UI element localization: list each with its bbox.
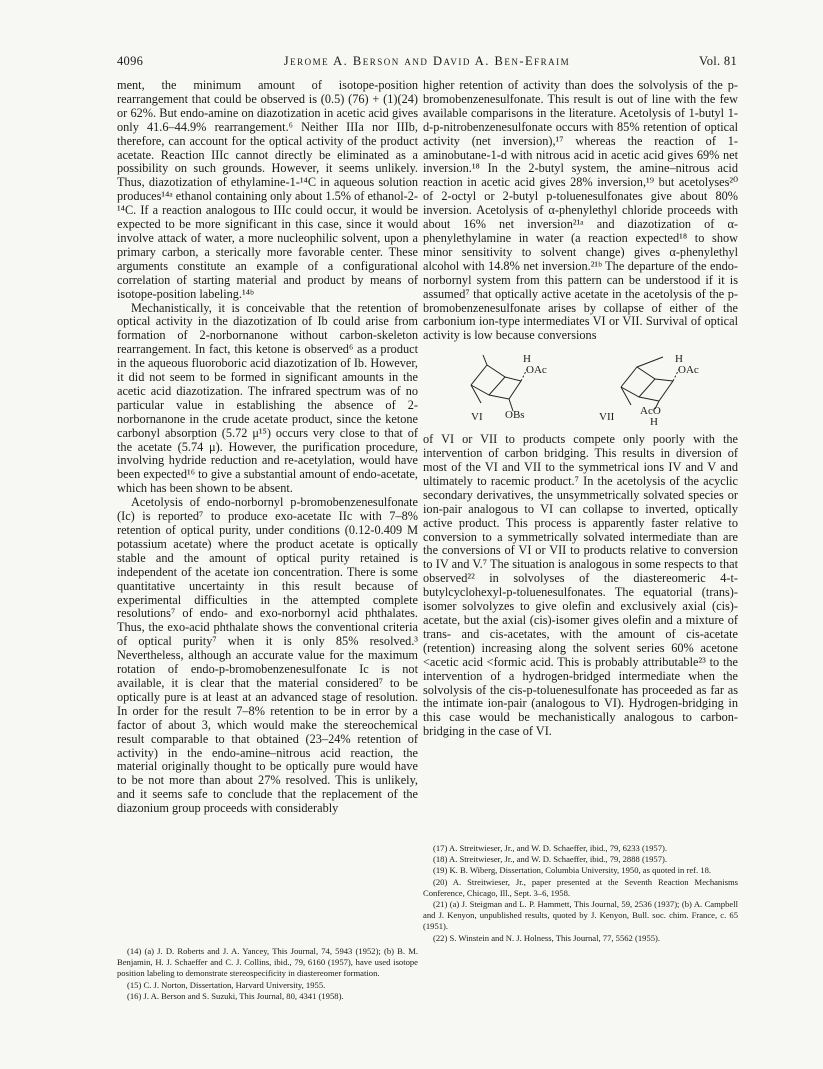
running-header (117, 54, 737, 70)
left-paragraph-1: ment, the minimum amount of isotope-position rearrangement that could be observed is (0.5) (76) + (1)(24) or 62%. But endo-amine on diazotization in acetic acid gives only 41.6–44.9% rearrangement.⁶ Neither IIIa nor IIIb, therefore, can account for the optical activity of the product acetate. Reaction IIIc cannot directly be eliminated as a possibility on such grounds. However, it seems unlikely. Thus, diazotization of ethylamine-1-¹⁴C in aqueous solution produces¹⁴ᵃ ethanol containing only about 1.5% of ethanol-2-¹⁴C. If a reaction analogous to IIIc could occur, it would be expected to be more significant in this case, since it would involve attack of water, a more nucleophilic solvent, upon a primary carbon, a sterically more favorable center. These arguments constitute an example of a configurational correlation of starting material and product by means of isotope-position labeling.¹⁴ᵇ (117, 78, 418, 301)
footnote: (14) (a) J. D. Roberts and J. A. Yancey, This Journal, 74, 5943 (1952); (b) B. M. Benjamin, H. J. Schaeffer and C. J. Collins, ibid., 79, 6160 (1957), have used isotope position labeling to demonstrate stereospecificity in diastereomer formation. (117, 946, 418, 979)
right-paragraph-2: of VI or VII to products compete only poorly with the intervention of carbon bridging. This results in diversion of most of the VI and VII to the symmetrical ions IV and V and ultimately to racemic product.⁷ In the acetolysis of the acyclic secondary derivatives, the unsymmetrically solvated species or ion-pair analogous to VI can collapse to inverted, optically active product. This process is apparently faster relative to conversion to a symmetrically solvated intermediate than are the conversions of VI or VII to products relative to conversion to IV and V.⁷ The situation is analogous in some respects to that observed²² in solvolyses of the diastereomeric 4-t-butylcyclohexyl-p-toluenesulfonates. The equatorial (trans)-isomer solvolyzes to give olefin and exclusively axial (cis)-acetate, but the axial (cis)-isomer gives olefin and a mixture of trans- and cis-acetates, with the amount of cis-acetate (retention) increasing along the solvent series 60% acetone <acetic acid <formic acid. This is probably attributable²³ to the intervention of a hydrogen-bridged intermediate when the solvolysis of the cis-p-toluenesulfonate has proceeded as far as the intimate ion-pair (analogous to VI). Hydrogen-bridging in this case would be mechanistically analogous to carbon-bridging in the case of VI. (423, 432, 738, 739)
footnote: (22) S. Winstein and N. J. Holness, This Journal, 77, 5562 (1955). (433, 932, 661, 943)
footnote: (21) (a) J. Steigman and L. P. Hammett, This Journal, 59, 2536 (1937); (b) A. Campbell and J. Kenyon, unpublished results, quoted by J. Kenyon, Bull. soc. chim. France, c. 65 (1951). (423, 899, 738, 932)
footnote: (17) A. Streitwieser, Jr., and W. D. Schaeffer, ibid., 79, 6233 (1957). (433, 843, 668, 853)
volume-label: Vol. 81 (699, 54, 737, 68)
footnote: (18) A. Streitwieser, Jr., and W. D. Schaeffer, ibid., 79, 2888 (1957). (433, 854, 668, 865)
vii-label: VII (599, 411, 615, 424)
vi-obs-label: OBs (505, 409, 525, 422)
right-paragraph-1: higher retention of activity than does the solvolysis of the p-bromobenzenesulfonate. This result is out of line with the few available comparisons in the literature. Acetolysis of 1-butyl 1-d-p-nitrobenzenesulfonate occurs with 85% retention of optical activity (net inversion),¹⁷ whereas the reaction of 1-aminobutane-1-d with nitrous acid in acetic acid gives 69% net inversion.¹⁸ In the 2-butyl system, the amine–nitrous acid reaction in acetic acid gives 28% inversion,¹⁹ but acetolyses²⁰ of 2-octyl or 2-butyl p-toluenesulfonates give about 80% inversion. Acetolysis of α-phenylethyl chloride proceeds with about 16% net inversion²¹ᵃ and diazotization of α-phenylethylamine in water (a reaction expected¹⁸ to show minor sensitivity to solvent change) gives α-phenylethyl alcohol with 14.8% net inversion.²¹ᵇ The departure of the endo-norbornyl system from this pattern can be understood if it is assumed⁷ that optically active acetate in the acetolysis of the p-bromobenzenesulfonate arises by collapse of either of the carbonium ion-type intermediates VI or VII. Survival of optical activity is low because conversions (423, 78, 738, 343)
vii-aco-label: AcO (640, 405, 661, 418)
vii-h-top-label: H (675, 353, 683, 366)
left-paragraph-3: Acetolysis of endo-norbornyl p-bromobenzenesulfonate (Ic) is reported⁷ to produce exo-acetate IIc with 7–8% retention of optical purity, under conditions (0.12-0.409 M potassium acetate) where the product acetate is optically stable and the amount of optical purity retained is independent of the acetate ion concentration. There is some quantitative uncertainty in this result because of experimental difficulties in the attempted complete resolutions⁷ of endo- and exo-norbornyl acid phthalates. Thus, the exo-acid phthalate shows the conventional criteria of optical purity⁷ when it is only 85% resolved.³ Nevertheless, although an accurate value for the maximum rotation of endo-p-bromobenzenesulfonate Ic is not available, it is clear that the material considered⁷ to be optically pure is at least at an advanced stage of resolution. In order for the result 7–8% retention to be in error by a factor of about 3, which would make the stereochemical result comparable to that obtained (23–24% retention of activity) in the endo-amine–nitrous acid reaction, the material originally thought to be optically pure would have to be not more than about 27% resolved. This is unlikely, and it seems safe to conclude that the replacement of the diazonium group proceeds with considerably (117, 495, 418, 816)
footnotes-right (423, 843, 738, 944)
structure-figure (423, 347, 738, 427)
footnote: (19) K. B. Wiberg, Dissertation, Columbia University, 1950, as quoted in ref. 18. (433, 865, 712, 876)
footnotes-left (117, 946, 418, 1002)
vi-h-label: H (523, 353, 531, 366)
footnote: (16) J. A. Berson and S. Suzuki, This Journal, 80, 4341 (1958). (127, 990, 344, 1001)
footnote: (20) A. Streitwieser, Jr., paper presented at the Seventh Reaction Mechanisms Conference, Chicago, Ill., Sept. 3–6, 1958. (423, 876, 738, 898)
vi-oac-label: OAc (526, 364, 547, 377)
vii-h-bottom-label: H (650, 416, 658, 429)
vii-oac-label: OAc (678, 364, 699, 377)
left-column (117, 79, 418, 816)
page-number: 4096 (117, 54, 144, 68)
running-head-authors: Jerome A. Berson and David A. Ben-Efraim (283, 54, 571, 68)
right-column (423, 79, 738, 739)
vi-label: VI (471, 411, 483, 424)
left-paragraph-2: Mechanistically, it is conceivable that the retention of optical activity in the diazotization of Ib could arise from formation of 2-norbornanone without carbon-skeleton rearrangement. In fact, this ketone is observed⁶ as a product in the aqueous fluoroboric acid diazotization of Ib. However, it did not seem to be formed in significant amounts in the acetic acid diazotization. The infrared spectrum was of no particular value in establishing the absence of 2-norbornanone in the crude acetate product, since the ketone carbonyl absorption (5.72 μ¹⁵) occurs very close to that of the acetate (5.74 μ). However, the purification procedure, involving hydride reduction and re-acetylation, would have been expected¹⁶ to give a substantial amount of endo-acetate, which has been shown to be absent. (117, 300, 418, 496)
footnote: (15) C. J. Norton, Dissertation, Harvard University, 1955. (127, 979, 326, 990)
